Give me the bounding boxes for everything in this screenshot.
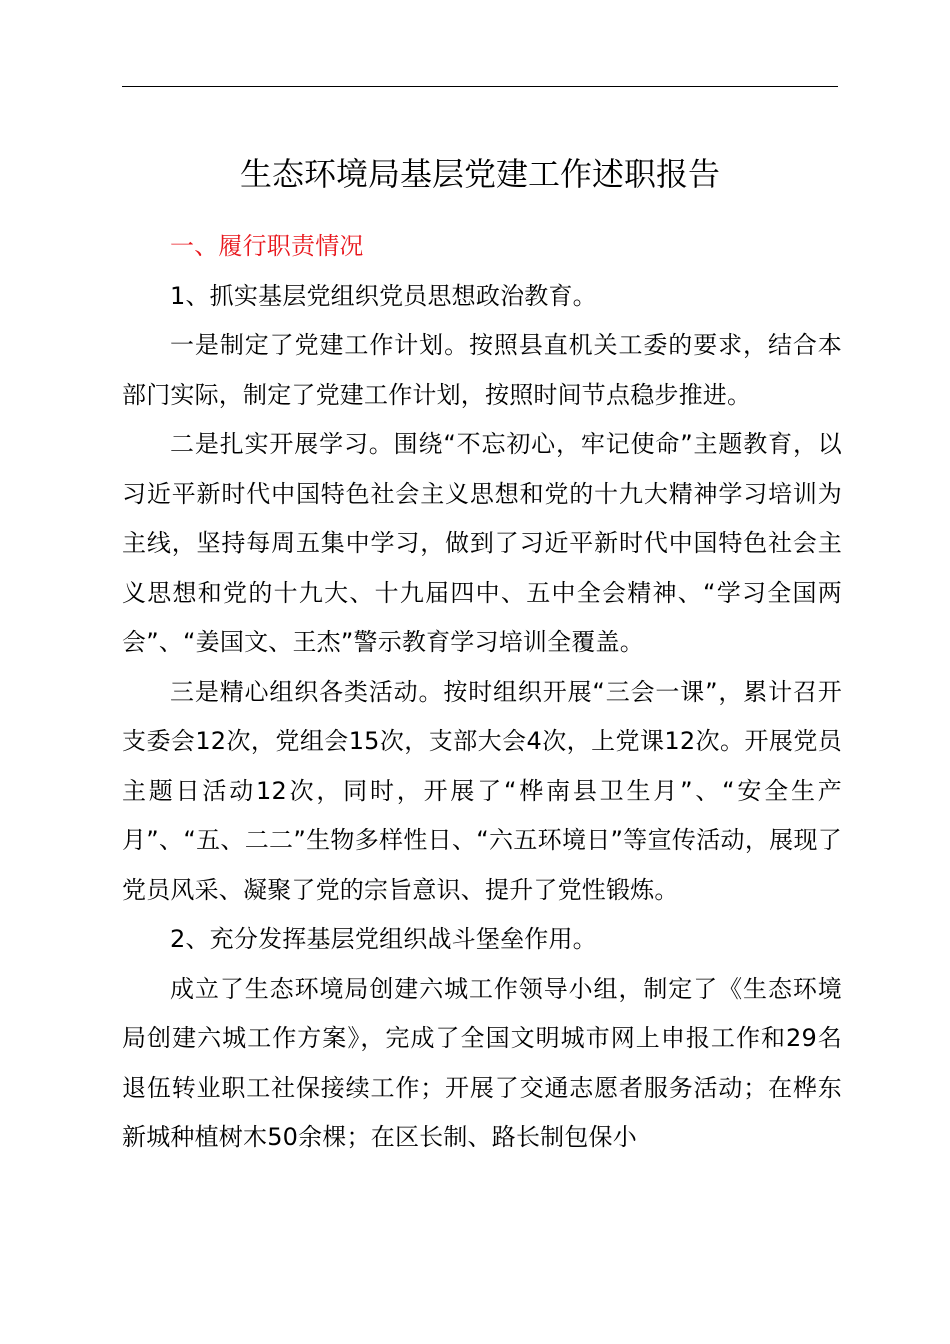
paragraph: 二是扎实开展学习。围绕“不忘初心，牢记使命”主题教育，以习近平新时代中国特色社会主义思想和党的十九大精神学习培训为主线，坚持每周五集中学习，做到了习近平新时代中国特色社会主义思想和党的十九大、十九届四中、五中全会精神、“学习全国两会”、“姜国文、王杰”警示教育学习培训全覆盖。: [122, 430, 842, 656]
paragraph: 三是精心组织各类活动。按时组织开展“三会一课”，累计召开支委会12次，党组会15次，支部大会4次，上党课12次。开展党员主题日活动12次，同时，开展了“桦南县卫生月”、“安全生产月”、“五、二二”生物多样性日、“六五环境日”等宣传活动，展现了党员风采、凝聚了党的宗旨意识、提升了党性锻炼。: [122, 677, 842, 904]
paragraph: 成立了生态环境局创建六城工作领导小组，制定了《生态环境局创建六城工作方案》，完成了全国文明城市网上申报工作和29名退伍转业职工社保接续工作；开展了交通志愿者服务活动；在桦东新城种植树木50余棵；在区长制、路长制包保小: [122, 974, 842, 1151]
document-title: 生态环境局基层党建工作述职报告: [239, 155, 720, 193]
document-body: [122, 222, 842, 1163]
section-heading: 一、履行职责情况: [170, 232, 364, 260]
item-heading: 2、充分发挥基层党组织战斗堡垒作用。: [170, 925, 597, 953]
paragraph: 一是制定了党建工作计划。按照县直机关工委的要求，结合本部门实际，制定了党建工作计划，按照时间节点稳步推进。: [122, 331, 842, 409]
header-rule: [122, 86, 838, 87]
item-heading: 1、抓实基层党组织党员思想政治教育。: [170, 281, 597, 310]
